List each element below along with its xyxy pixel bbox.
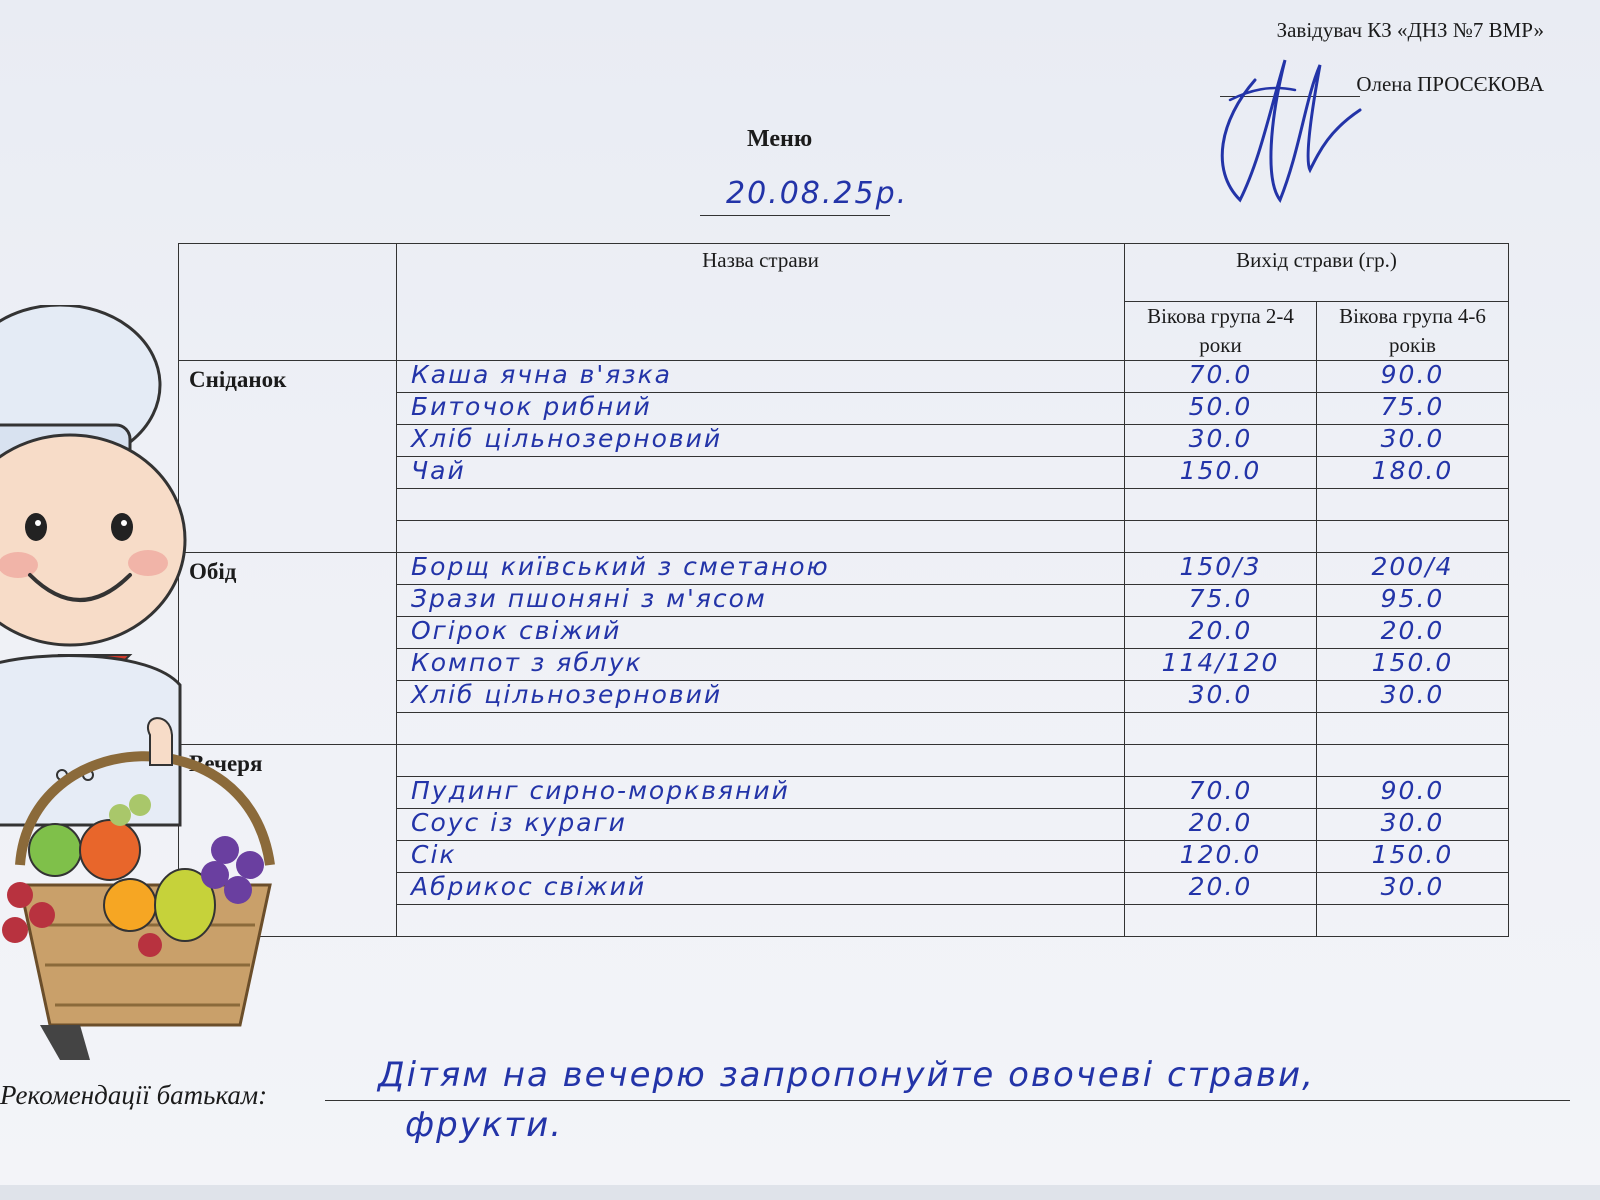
yield-age-2-4: 50.0 bbox=[1188, 392, 1253, 421]
yield-age-2-4: 20.0 bbox=[1188, 808, 1253, 837]
yield-age-4-6: 150.0 bbox=[1371, 648, 1454, 677]
yield-age-4-6: 95.0 bbox=[1380, 584, 1445, 613]
recommendations-underline bbox=[325, 1100, 1570, 1101]
meal-label-dinner: Вечеря bbox=[179, 745, 397, 937]
dish-name: Биточок рибний bbox=[411, 392, 652, 421]
meal-label-breakfast: Сніданок bbox=[179, 361, 397, 553]
yield-age-4-6: 20.0 bbox=[1380, 616, 1445, 645]
dish-name: Хліб цільнозерновий bbox=[411, 424, 723, 453]
yield-age-2-4: 30.0 bbox=[1188, 424, 1253, 453]
signature-icon bbox=[1210, 40, 1390, 210]
dish-name: Каша ячна в'язка bbox=[411, 360, 672, 389]
recommendations-text-line-1: Дітям на вечерю запропонуйте овочеві страви, bbox=[378, 1055, 1315, 1095]
column-header-yield: Вихід страви (гр.) bbox=[1125, 244, 1509, 302]
yield-age-2-4: 70.0 bbox=[1188, 776, 1253, 805]
column-header-age-4-6: Вікова група 4-6 років bbox=[1317, 302, 1509, 361]
yield-age-2-4: 150.0 bbox=[1179, 456, 1262, 485]
dish-name: Сік bbox=[411, 840, 457, 869]
recommendations-text-line-2: фрукти. bbox=[405, 1105, 564, 1145]
dish-name: Абрикос свіжий bbox=[411, 872, 647, 901]
yield-age-2-4: 20.0 bbox=[1188, 616, 1253, 645]
column-header-age-2-4: Вікова група 2-4 роки bbox=[1125, 302, 1317, 361]
menu-table bbox=[178, 243, 1509, 937]
yield-age-4-6: 180.0 bbox=[1371, 456, 1454, 485]
page-title: Меню bbox=[747, 126, 813, 152]
table-row bbox=[179, 361, 1509, 393]
yield-age-4-6: 150.0 bbox=[1371, 840, 1454, 869]
yield-age-2-4: 114/120 bbox=[1161, 648, 1280, 677]
yield-age-2-4: 120.0 bbox=[1179, 840, 1262, 869]
yield-age-4-6: 90.0 bbox=[1380, 360, 1445, 389]
yield-age-2-4: 75.0 bbox=[1188, 584, 1253, 613]
yield-age-2-4: 70.0 bbox=[1188, 360, 1253, 389]
yield-age-4-6: 30.0 bbox=[1380, 424, 1445, 453]
yield-age-4-6: 90.0 bbox=[1380, 776, 1445, 805]
date-underline bbox=[700, 215, 890, 216]
yield-age-2-4: 30.0 bbox=[1188, 680, 1253, 709]
yield-age-4-6: 30.0 bbox=[1380, 808, 1445, 837]
recommendations-label: Рекомендації батькам: bbox=[0, 1080, 268, 1110]
dish-name: Чай bbox=[411, 456, 466, 485]
meal-label-lunch: Обід bbox=[179, 553, 397, 745]
chef-illustration-icon bbox=[0, 305, 310, 1065]
yield-age-2-4: 150/3 bbox=[1179, 552, 1262, 581]
column-header-dish: Назва страви bbox=[397, 244, 1125, 361]
yield-age-4-6: 30.0 bbox=[1380, 680, 1445, 709]
dish-name: Борщ київський з сметаною bbox=[411, 552, 830, 581]
dish-name: Соус із кураги bbox=[411, 808, 627, 837]
table-row bbox=[179, 745, 1509, 777]
dish-name: Пудинг сирно-морквяний bbox=[411, 776, 790, 805]
dish-name: Хліб цільнозерновий bbox=[411, 680, 723, 709]
yield-age-4-6: 30.0 bbox=[1380, 872, 1445, 901]
yield-age-4-6: 200/4 bbox=[1371, 552, 1454, 581]
menu-date: 20.08.25р. bbox=[726, 176, 909, 211]
dish-name: Зрази пшоняні з м'ясом bbox=[411, 584, 767, 613]
approval-title: Завідувач КЗ «ДНЗ №7 ВМР» bbox=[1276, 18, 1544, 42]
table-row bbox=[179, 553, 1509, 585]
yield-age-4-6: 75.0 bbox=[1380, 392, 1445, 421]
dish-name: Огірок свіжий bbox=[411, 616, 622, 645]
approval-name: Олена ПРОСЄКОВА bbox=[1356, 72, 1544, 96]
yield-age-2-4: 20.0 bbox=[1188, 872, 1253, 901]
dish-name: Компот з яблук bbox=[411, 648, 643, 677]
